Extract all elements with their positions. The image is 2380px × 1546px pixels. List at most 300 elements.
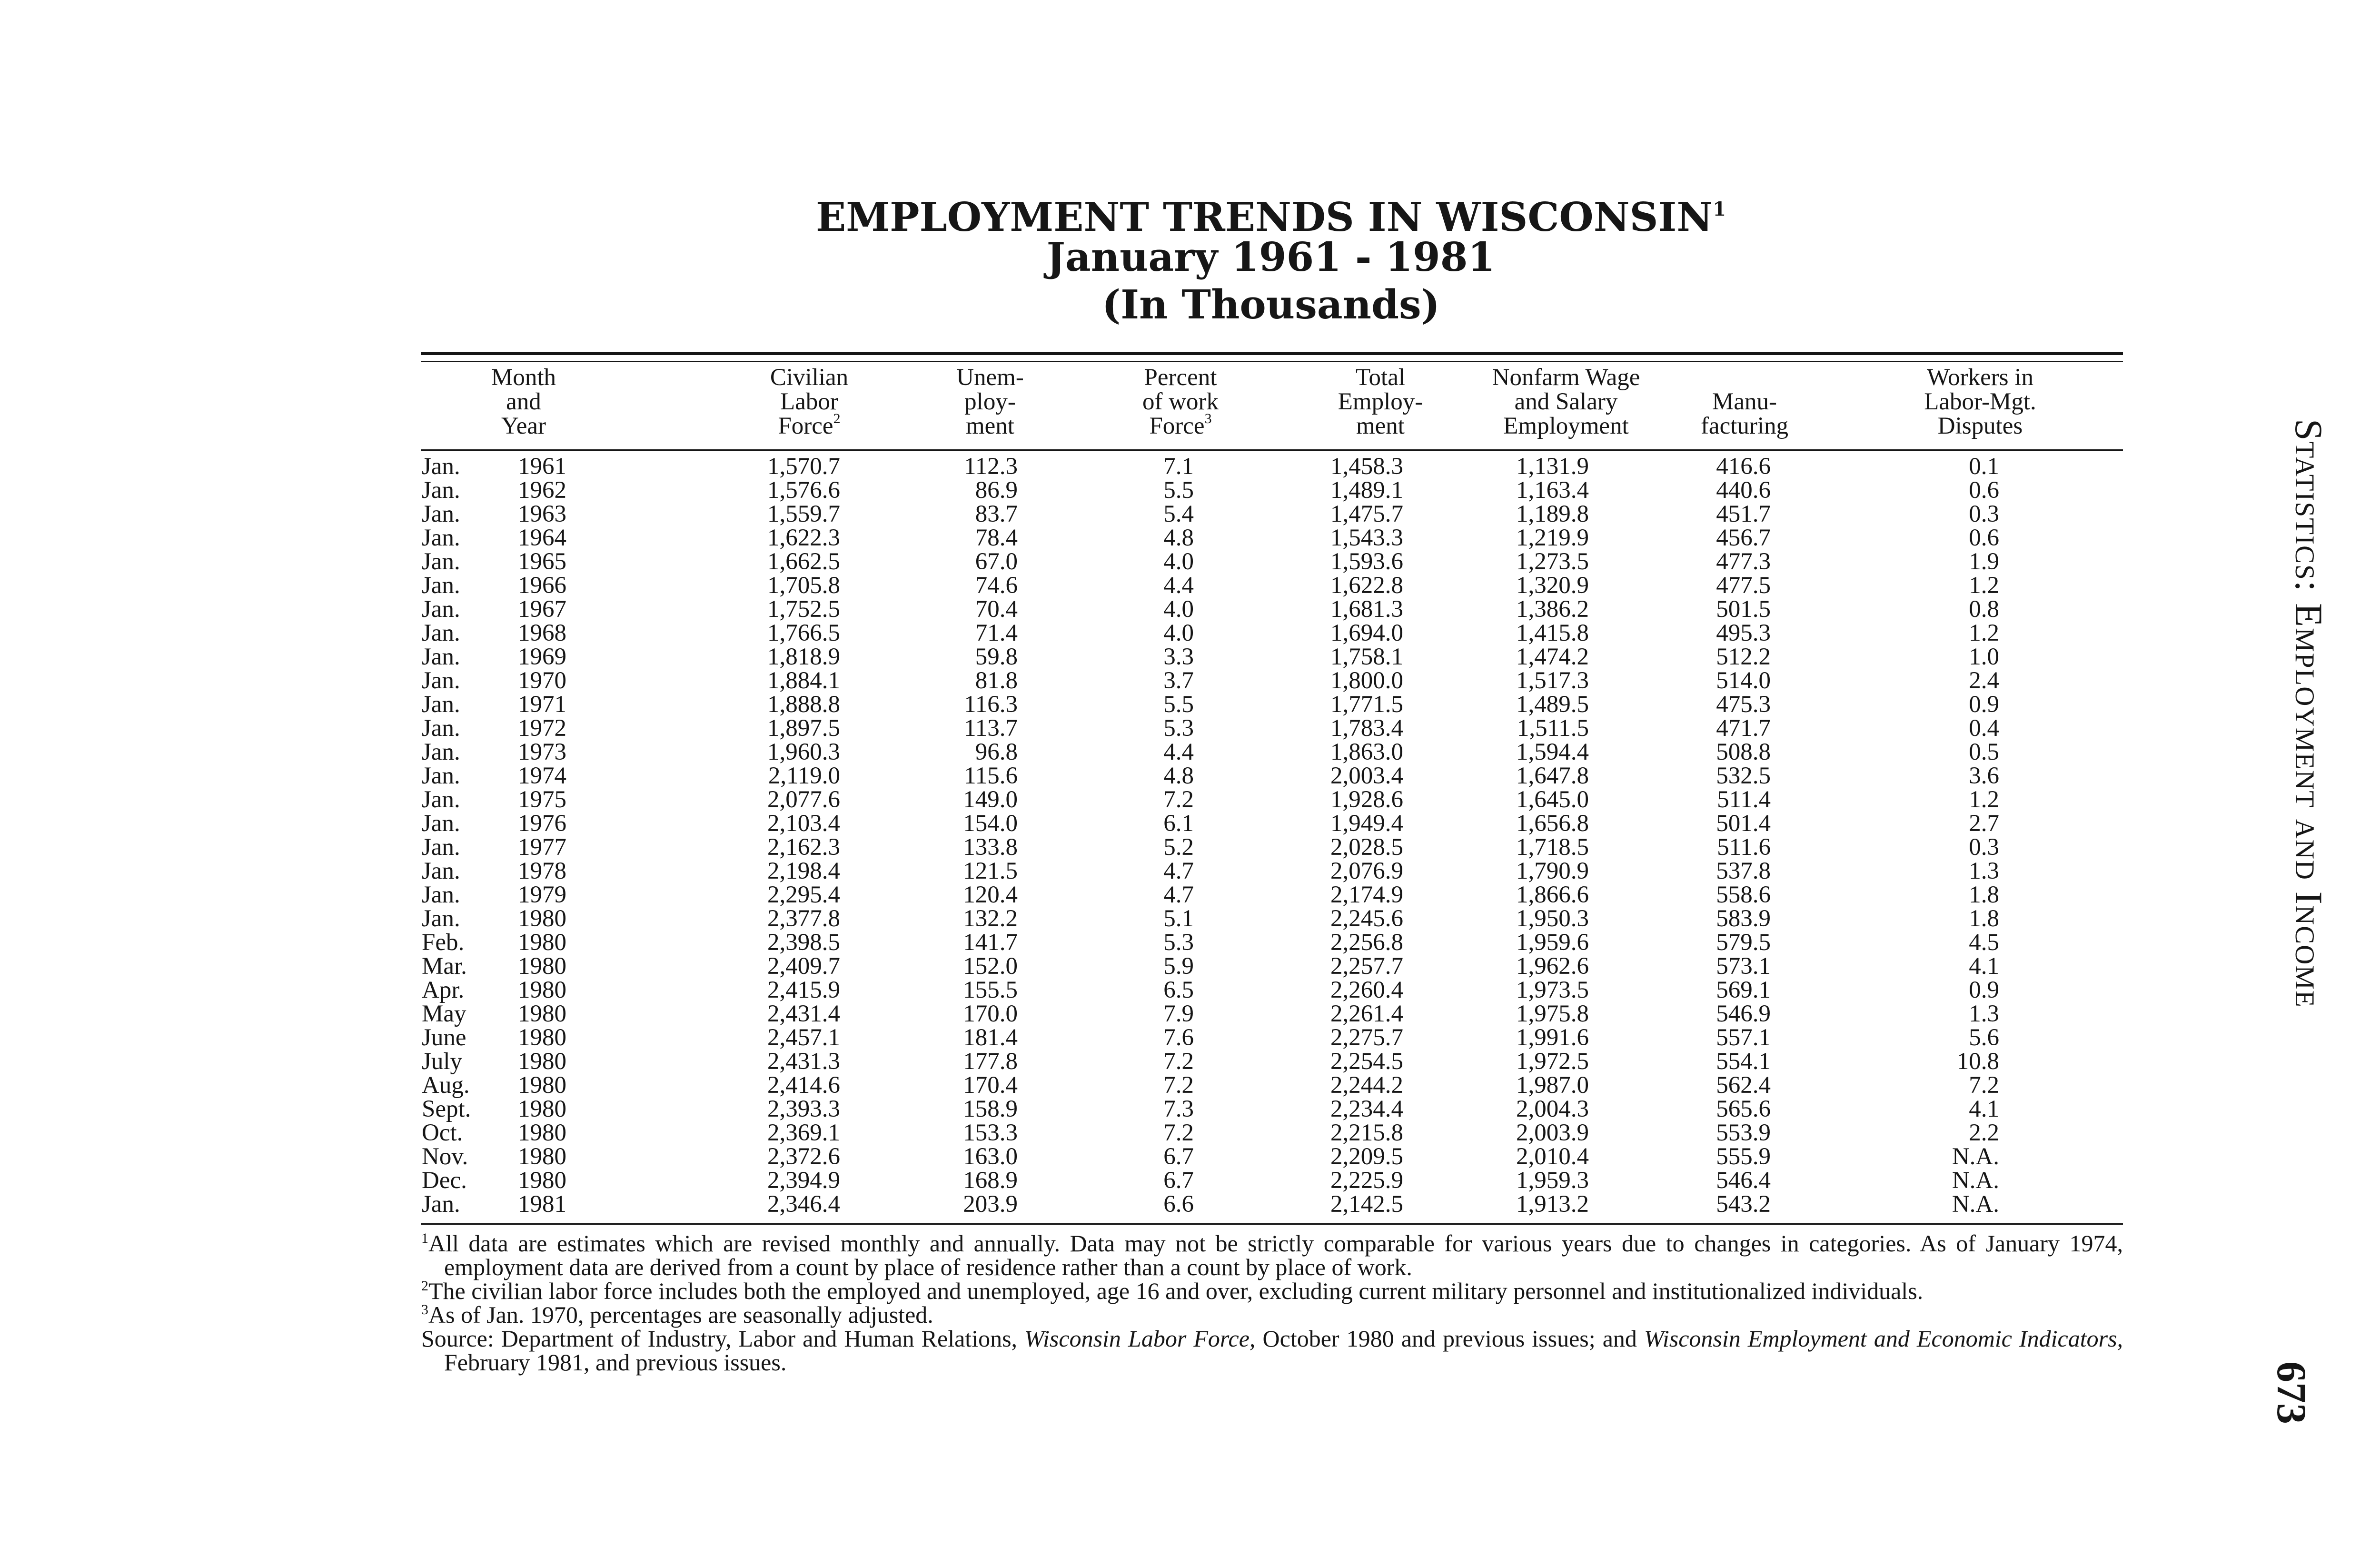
cell-nonfarm-employment: 1,273.5 <box>1516 548 1589 575</box>
cell-year: 1980 <box>518 1167 566 1194</box>
cell-civilian-labor-force: 2,398.5 <box>767 929 840 956</box>
table-row <box>0 931 2380 954</box>
cell-manufacturing: 471.7 <box>1716 715 1771 742</box>
cell-year: 1980 <box>518 929 566 956</box>
cell-manufacturing: 495.3 <box>1716 620 1771 646</box>
cell-total-employment: 1,694.0 <box>1330 620 1403 646</box>
cell-total-employment: 2,254.5 <box>1330 1048 1403 1075</box>
cell-unemployment: 86.9 <box>975 477 1018 504</box>
cell-unemployment: 96.8 <box>975 739 1018 765</box>
cell-civilian-labor-force: 2,409.7 <box>767 953 840 980</box>
cell-percent-unemployed: 6.7 <box>1163 1167 1194 1194</box>
cell-manufacturing: 440.6 <box>1716 477 1771 504</box>
cell-nonfarm-employment: 1,489.5 <box>1516 691 1589 718</box>
cell-civilian-labor-force: 2,103.4 <box>767 810 840 837</box>
table-row <box>0 1073 2380 1097</box>
cell-month: Mar. <box>422 953 467 980</box>
cell-total-employment: 2,215.8 <box>1330 1120 1403 1146</box>
cell-civilian-labor-force: 2,393.3 <box>767 1096 840 1122</box>
cell-year: 1980 <box>518 905 566 932</box>
cell-year: 1964 <box>518 525 566 551</box>
cell-nonfarm-employment: 1,219.9 <box>1516 525 1589 551</box>
cell-total-employment: 1,593.6 <box>1330 548 1403 575</box>
cell-percent-unemployed: 4.8 <box>1163 763 1194 789</box>
cell-unemployment: 170.0 <box>963 1001 1018 1027</box>
cell-percent-unemployed: 7.2 <box>1163 1120 1194 1146</box>
header-percent-of-work-force: Percent of work Force$^3$ <box>1142 364 1219 439</box>
cell-nonfarm-employment: 2,004.3 <box>1516 1096 1589 1122</box>
cell-month: Jan. <box>422 691 460 718</box>
cell-unemployment: 132.2 <box>963 905 1018 932</box>
cell-unemployment: 116.3 <box>964 691 1018 718</box>
cell-nonfarm-employment: 1,866.6 <box>1516 882 1589 908</box>
cell-percent-unemployed: 4.0 <box>1163 620 1194 646</box>
table-row <box>0 621 2380 645</box>
cell-civilian-labor-force: 1,818.9 <box>767 644 840 670</box>
cell-nonfarm-employment: 1,959.3 <box>1516 1167 1589 1194</box>
cell-nonfarm-employment: 1,163.4 <box>1516 477 1589 504</box>
cell-total-employment: 1,458.3 <box>1330 453 1403 480</box>
cell-unemployment: 181.4 <box>963 1024 1018 1051</box>
cell-civilian-labor-force: 2,394.9 <box>767 1167 840 1194</box>
cell-total-employment: 2,076.9 <box>1330 858 1403 884</box>
cell-nonfarm-employment: 1,718.5 <box>1516 834 1589 861</box>
cell-labor-disputes: 0.6 <box>1969 477 1999 504</box>
cell-year: 1965 <box>518 548 566 575</box>
cell-year: 1970 <box>518 667 566 694</box>
cell-year: 1963 <box>518 501 566 527</box>
cell-unemployment: 67.0 <box>975 548 1018 575</box>
cell-labor-disputes: 1.3 <box>1969 1001 1999 1027</box>
cell-total-employment: 1,771.5 <box>1330 691 1403 718</box>
cell-month: Nov. <box>422 1143 468 1170</box>
cell-year: 1980 <box>518 977 566 1003</box>
header-total-employment: Total Employ- ment <box>1338 364 1423 439</box>
cell-nonfarm-employment: 1,517.3 <box>1516 667 1589 694</box>
cell-year: 1961 <box>518 453 566 480</box>
table-row <box>0 574 2380 597</box>
cell-civilian-labor-force: 2,077.6 <box>767 786 840 813</box>
cell-percent-unemployed: 3.7 <box>1163 667 1194 694</box>
cell-month: Jan. <box>422 477 460 504</box>
cell-civilian-labor-force: 1,559.7 <box>767 501 840 527</box>
cell-total-employment: 2,225.9 <box>1330 1167 1403 1194</box>
footnote-2: $^2$The civilian labor force includes both the employed and unemployed, age 16 and over, excluding current military personnel and institutionalized individuals. <box>421 1278 1924 1304</box>
cell-total-employment: 1,543.3 <box>1330 525 1403 551</box>
cell-percent-unemployed: 4.7 <box>1163 858 1194 884</box>
table-row <box>0 526 2380 550</box>
cell-percent-unemployed: 6.1 <box>1163 810 1194 837</box>
cell-manufacturing: 508.8 <box>1716 739 1771 765</box>
cell-total-employment: 1,475.7 <box>1330 501 1403 527</box>
cell-percent-unemployed: 5.4 <box>1163 501 1194 527</box>
cell-total-employment: 2,260.4 <box>1330 977 1403 1003</box>
cell-manufacturing: 511.4 <box>1717 786 1771 813</box>
table-row <box>0 478 2380 502</box>
cell-manufacturing: 456.7 <box>1716 525 1771 551</box>
header-bottom-rule <box>421 449 2123 451</box>
cell-nonfarm-employment: 1,950.3 <box>1516 905 1589 932</box>
cell-year: 1980 <box>518 953 566 980</box>
cell-civilian-labor-force: 1,570.7 <box>767 453 840 480</box>
cell-total-employment: 2,209.5 <box>1330 1143 1403 1170</box>
cell-manufacturing: 562.4 <box>1716 1072 1771 1099</box>
cell-year: 1980 <box>518 1096 566 1122</box>
cell-unemployment: 149.0 <box>963 786 1018 813</box>
cell-civilian-labor-force: 1,766.5 <box>767 620 840 646</box>
cell-civilian-labor-force: 2,377.8 <box>767 905 840 932</box>
cell-nonfarm-employment: 2,003.9 <box>1516 1120 1589 1146</box>
cell-unemployment: 153.3 <box>963 1120 1018 1146</box>
header-month-year: Month and Year <box>491 364 556 439</box>
table-row <box>0 883 2380 907</box>
cell-civilian-labor-force: 1,622.3 <box>767 525 840 551</box>
table-row <box>0 1169 2380 1192</box>
cell-percent-unemployed: 5.9 <box>1163 953 1194 980</box>
cell-percent-unemployed: 4.0 <box>1163 596 1194 623</box>
cell-month: Jan. <box>422 667 460 694</box>
page-number: 673 <box>2268 1361 2314 1424</box>
table-row <box>0 693 2380 716</box>
cell-manufacturing: 554.1 <box>1716 1048 1771 1075</box>
cell-unemployment: 74.6 <box>975 572 1018 599</box>
cell-total-employment: 1,489.1 <box>1330 477 1403 504</box>
cell-labor-disputes: 1.2 <box>1969 572 1999 599</box>
table-row <box>0 907 2380 931</box>
cell-manufacturing: 583.9 <box>1716 905 1771 932</box>
cell-civilian-labor-force: 2,162.3 <box>767 834 840 861</box>
cell-month: Jan. <box>422 786 460 813</box>
table-row <box>0 812 2380 835</box>
cell-month: Feb. <box>422 929 465 956</box>
cell-nonfarm-employment: 1,415.8 <box>1516 620 1589 646</box>
cell-month: Jan. <box>422 763 460 789</box>
table-row <box>0 740 2380 764</box>
cell-labor-disputes: 0.5 <box>1969 739 1999 765</box>
cell-unemployment: 155.5 <box>963 977 1018 1003</box>
cell-unemployment: 170.4 <box>963 1072 1018 1099</box>
table-bottom-rule <box>421 1223 2123 1225</box>
running-side-heading: Statistics: Employment and Income <box>2287 419 2330 1008</box>
cell-month: June <box>422 1024 466 1051</box>
cell-labor-disputes: 5.6 <box>1969 1024 1999 1051</box>
cell-total-employment: 1,863.0 <box>1330 739 1403 765</box>
cell-unemployment: 154.0 <box>963 810 1018 837</box>
table-row <box>0 645 2380 669</box>
cell-percent-unemployed: 5.3 <box>1163 715 1194 742</box>
cell-month: Jan. <box>422 453 460 480</box>
header-civilian-labor-force: Civilian Labor Force$^2$ <box>770 364 849 439</box>
cell-total-employment: 1,622.8 <box>1330 572 1403 599</box>
header-manufacturing: Manu- facturing <box>1700 388 1789 439</box>
cell-labor-disputes: 2.2 <box>1969 1120 1999 1146</box>
cell-labor-disputes: 2.4 <box>1969 667 1999 694</box>
cell-labor-disputes: 3.6 <box>1969 763 1999 789</box>
cell-month: Jan. <box>422 882 460 908</box>
cell-labor-disputes: 0.3 <box>1969 501 1999 527</box>
page-title: EMPLOYMENT TRENDS IN WISCONSIN$^1$ <box>815 194 1726 240</box>
cell-unemployment: 177.8 <box>963 1048 1018 1075</box>
cell-month: Apr. <box>422 977 465 1003</box>
cell-unemployment: 113.7 <box>964 715 1018 742</box>
cell-total-employment: 2,028.5 <box>1330 834 1403 861</box>
cell-percent-unemployed: 4.4 <box>1163 739 1194 765</box>
table-row <box>0 1097 2380 1121</box>
cell-labor-disputes: 4.1 <box>1969 953 1999 980</box>
cell-manufacturing: 573.1 <box>1716 953 1771 980</box>
cell-year: 1967 <box>518 596 566 623</box>
cell-nonfarm-employment: 1,972.5 <box>1516 1048 1589 1075</box>
cell-total-employment: 2,275.7 <box>1330 1024 1403 1051</box>
cell-manufacturing: 555.9 <box>1716 1143 1771 1170</box>
cell-month: Jan. <box>422 810 460 837</box>
cell-unemployment: 59.8 <box>975 644 1018 670</box>
cell-month: Sept. <box>422 1096 471 1122</box>
cell-month: Oct. <box>422 1120 463 1146</box>
cell-labor-disputes: 1.2 <box>1969 786 1999 813</box>
cell-unemployment: 81.8 <box>975 667 1018 694</box>
cell-year: 1981 <box>518 1191 566 1218</box>
cell-nonfarm-employment: 1,959.6 <box>1516 929 1589 956</box>
cell-year: 1978 <box>518 858 566 884</box>
cell-percent-unemployed: 5.5 <box>1163 691 1194 718</box>
table-body <box>0 455 2380 1216</box>
cell-manufacturing: 553.9 <box>1716 1120 1771 1146</box>
cell-year: 1977 <box>518 834 566 861</box>
table-row <box>0 859 2380 883</box>
cell-percent-unemployed: 7.2 <box>1163 1048 1194 1075</box>
table-row <box>0 978 2380 1002</box>
cell-unemployment: 163.0 <box>963 1143 1018 1170</box>
cell-manufacturing: 543.2 <box>1716 1191 1771 1218</box>
cell-percent-unemployed: 5.1 <box>1163 905 1194 932</box>
cell-total-employment: 1,758.1 <box>1330 644 1403 670</box>
cell-manufacturing: 557.1 <box>1716 1024 1771 1051</box>
cell-labor-disputes: 10.8 <box>1956 1048 1999 1075</box>
cell-civilian-labor-force: 2,295.4 <box>767 882 840 908</box>
cell-year: 1980 <box>518 1001 566 1027</box>
cell-unemployment: 70.4 <box>975 596 1018 623</box>
cell-labor-disputes: 2.7 <box>1969 810 1999 837</box>
cell-manufacturing: 537.8 <box>1716 858 1771 884</box>
cell-labor-disputes: 1.8 <box>1969 882 1999 908</box>
cell-labor-disputes: N.A. <box>1952 1167 1999 1194</box>
cell-nonfarm-employment: 1,987.0 <box>1516 1072 1589 1099</box>
cell-civilian-labor-force: 2,119.0 <box>768 763 840 789</box>
cell-percent-unemployed: 6.5 <box>1163 977 1194 1003</box>
footnote-1: $^1$All data are estimates which are revised monthly and annually. Data may not be strictly comparable for various years due to changes in categories. As of January 1974, employment data are derived from a count by place of residence rather than a count by place of work. <box>421 1230 2123 1280</box>
cell-civilian-labor-force: 2,457.1 <box>767 1024 840 1051</box>
cell-civilian-labor-force: 2,369.1 <box>767 1120 840 1146</box>
table-row <box>0 954 2380 978</box>
table-row <box>0 1026 2380 1050</box>
cell-year: 1980 <box>518 1024 566 1051</box>
cell-total-employment: 2,174.9 <box>1330 882 1403 908</box>
cell-nonfarm-employment: 1,656.8 <box>1516 810 1589 837</box>
cell-month: Jan. <box>422 501 460 527</box>
cell-month: Jan. <box>422 1191 460 1218</box>
cell-percent-unemployed: 7.2 <box>1163 786 1194 813</box>
cell-unemployment: 112.3 <box>964 453 1018 480</box>
cell-month: Jan. <box>422 858 460 884</box>
cell-year: 1979 <box>518 882 566 908</box>
cell-civilian-labor-force: 2,431.4 <box>767 1001 840 1027</box>
cell-month: Jan. <box>422 715 460 742</box>
cell-year: 1971 <box>518 691 566 718</box>
cell-month: Jan. <box>422 572 460 599</box>
table-row <box>0 1192 2380 1216</box>
cell-civilian-labor-force: 2,198.4 <box>767 858 840 884</box>
table-top-rule-thin <box>421 361 2123 362</box>
cell-unemployment: 203.9 <box>963 1191 1018 1218</box>
cell-month: Jan. <box>422 739 460 765</box>
cell-percent-unemployed: 7.6 <box>1163 1024 1194 1051</box>
cell-civilian-labor-force: 1,888.8 <box>767 691 840 718</box>
table-row <box>0 835 2380 859</box>
cell-manufacturing: 511.6 <box>1717 834 1771 861</box>
cell-month: Jan. <box>422 620 460 646</box>
cell-labor-disputes: N.A. <box>1952 1191 1999 1218</box>
cell-manufacturing: 477.3 <box>1716 548 1771 575</box>
cell-total-employment: 2,261.4 <box>1330 1001 1403 1027</box>
cell-total-employment: 1,681.3 <box>1330 596 1403 623</box>
cell-year: 1980 <box>518 1072 566 1099</box>
table-row <box>0 1050 2380 1073</box>
cell-nonfarm-employment: 1,647.8 <box>1516 763 1589 789</box>
cell-unemployment: 78.4 <box>975 525 1018 551</box>
cell-nonfarm-employment: 1,790.9 <box>1516 858 1589 884</box>
cell-total-employment: 2,257.7 <box>1330 953 1403 980</box>
page-subtitle-date-range: January 1961 - 1981 <box>1046 234 1496 280</box>
cell-unemployment: 168.9 <box>963 1167 1018 1194</box>
cell-total-employment: 2,142.5 <box>1330 1191 1403 1218</box>
cell-total-employment: 2,245.6 <box>1330 905 1403 932</box>
cell-nonfarm-employment: 1,991.6 <box>1516 1024 1589 1051</box>
cell-labor-disputes: 1.9 <box>1969 548 1999 575</box>
cell-civilian-labor-force: 2,415.9 <box>767 977 840 1003</box>
cell-manufacturing: 475.3 <box>1716 691 1771 718</box>
cell-labor-disputes: 1.2 <box>1969 620 1999 646</box>
cell-month: Jan. <box>422 548 460 575</box>
cell-civilian-labor-force: 1,960.3 <box>767 739 840 765</box>
cell-civilian-labor-force: 2,346.4 <box>767 1191 840 1218</box>
cell-total-employment: 1,783.4 <box>1330 715 1403 742</box>
cell-percent-unemployed: 7.2 <box>1163 1072 1194 1099</box>
cell-labor-disputes: 0.1 <box>1969 453 1999 480</box>
cell-nonfarm-employment: 1,189.8 <box>1516 501 1589 527</box>
cell-percent-unemployed: 7.9 <box>1163 1001 1194 1027</box>
cell-nonfarm-employment: 1,511.5 <box>1517 715 1589 742</box>
cell-unemployment: 115.6 <box>964 763 1018 789</box>
table-row <box>0 597 2380 621</box>
table-row <box>0 455 2380 478</box>
cell-nonfarm-employment: 1,973.5 <box>1516 977 1589 1003</box>
cell-labor-disputes: 1.0 <box>1969 644 1999 670</box>
table-row <box>0 1145 2380 1169</box>
cell-labor-disputes: 0.9 <box>1969 691 1999 718</box>
page-subtitle-units: (In Thousands) <box>1101 281 1440 328</box>
cell-labor-disputes: 1.3 <box>1969 858 1999 884</box>
table-row <box>0 550 2380 574</box>
cell-year: 1975 <box>518 786 566 813</box>
cell-manufacturing: 512.2 <box>1716 644 1771 670</box>
cell-total-employment: 1,949.4 <box>1330 810 1403 837</box>
cell-labor-disputes: 1.8 <box>1969 905 1999 932</box>
cell-civilian-labor-force: 1,752.5 <box>767 596 840 623</box>
footnotes <box>421 1231 2123 1374</box>
cell-nonfarm-employment: 1,131.9 <box>1516 453 1589 480</box>
cell-nonfarm-employment: 2,010.4 <box>1516 1143 1589 1170</box>
cell-year: 1980 <box>518 1048 566 1075</box>
cell-year: 1972 <box>518 715 566 742</box>
table-row <box>0 1121 2380 1145</box>
cell-labor-disputes: 0.4 <box>1969 715 1999 742</box>
cell-manufacturing: 416.6 <box>1716 453 1771 480</box>
cell-labor-disputes: 4.1 <box>1969 1096 1999 1122</box>
cell-civilian-labor-force: 2,372.6 <box>767 1143 840 1170</box>
cell-unemployment: 121.5 <box>963 858 1018 884</box>
footnote-3: $^3$As of Jan. 1970, percentages are seasonally adjusted. <box>421 1301 933 1328</box>
header-unemployment: Unem- ploy- ment <box>956 364 1024 439</box>
cell-nonfarm-employment: 1,386.2 <box>1516 596 1589 623</box>
cell-percent-unemployed: 4.7 <box>1163 882 1194 908</box>
table-top-rule <box>421 352 2123 355</box>
cell-month: May <box>422 1001 466 1027</box>
table-row <box>0 788 2380 812</box>
cell-total-employment: 2,003.4 <box>1330 763 1403 789</box>
cell-manufacturing: 579.5 <box>1716 929 1771 956</box>
cell-civilian-labor-force: 1,897.5 <box>767 715 840 742</box>
cell-month: Dec. <box>422 1167 467 1194</box>
cell-percent-unemployed: 6.6 <box>1163 1191 1194 1218</box>
cell-labor-disputes: 0.9 <box>1969 977 1999 1003</box>
cell-nonfarm-employment: 1,474.2 <box>1516 644 1589 670</box>
header-nonfarm-wage-salary: Nonfarm Wage and Salary Employment <box>1492 364 1640 439</box>
table-row <box>0 1002 2380 1026</box>
cell-civilian-labor-force: 1,705.8 <box>767 572 840 599</box>
cell-percent-unemployed: 6.7 <box>1163 1143 1194 1170</box>
cell-civilian-labor-force: 1,576.6 <box>767 477 840 504</box>
cell-unemployment: 120.4 <box>963 882 1018 908</box>
cell-manufacturing: 451.7 <box>1716 501 1771 527</box>
table-row <box>0 669 2380 693</box>
cell-month: Aug. <box>422 1072 470 1099</box>
source-note: Source: Department of Industry, Labor and Human Relations, Wisconsin Labor Force, October 1980 and previous issues; and Wisconsin Employment and Economic Indicators, February 1981, and previous issues. <box>421 1325 2123 1376</box>
cell-manufacturing: 546.4 <box>1716 1167 1771 1194</box>
cell-nonfarm-employment: 1,594.4 <box>1516 739 1589 765</box>
cell-year: 1980 <box>518 1143 566 1170</box>
cell-manufacturing: 501.5 <box>1716 596 1771 623</box>
cell-year: 1980 <box>518 1120 566 1146</box>
cell-percent-unemployed: 3.3 <box>1163 644 1194 670</box>
cell-unemployment: 71.4 <box>975 620 1018 646</box>
cell-year: 1976 <box>518 810 566 837</box>
cell-manufacturing: 514.0 <box>1716 667 1771 694</box>
cell-total-employment: 2,256.8 <box>1330 929 1403 956</box>
cell-unemployment: 158.9 <box>963 1096 1018 1122</box>
cell-percent-unemployed: 5.5 <box>1163 477 1194 504</box>
cell-civilian-labor-force: 2,414.6 <box>767 1072 840 1099</box>
cell-year: 1969 <box>518 644 566 670</box>
cell-year: 1974 <box>518 763 566 789</box>
cell-total-employment: 2,234.4 <box>1330 1096 1403 1122</box>
cell-month: Jan. <box>422 834 460 861</box>
title-footnote-mark: 1 <box>1713 198 1726 220</box>
cell-civilian-labor-force: 1,884.1 <box>767 667 840 694</box>
cell-nonfarm-employment: 1,962.6 <box>1516 953 1589 980</box>
cell-manufacturing: 569.1 <box>1716 977 1771 1003</box>
cell-percent-unemployed: 4.4 <box>1163 572 1194 599</box>
